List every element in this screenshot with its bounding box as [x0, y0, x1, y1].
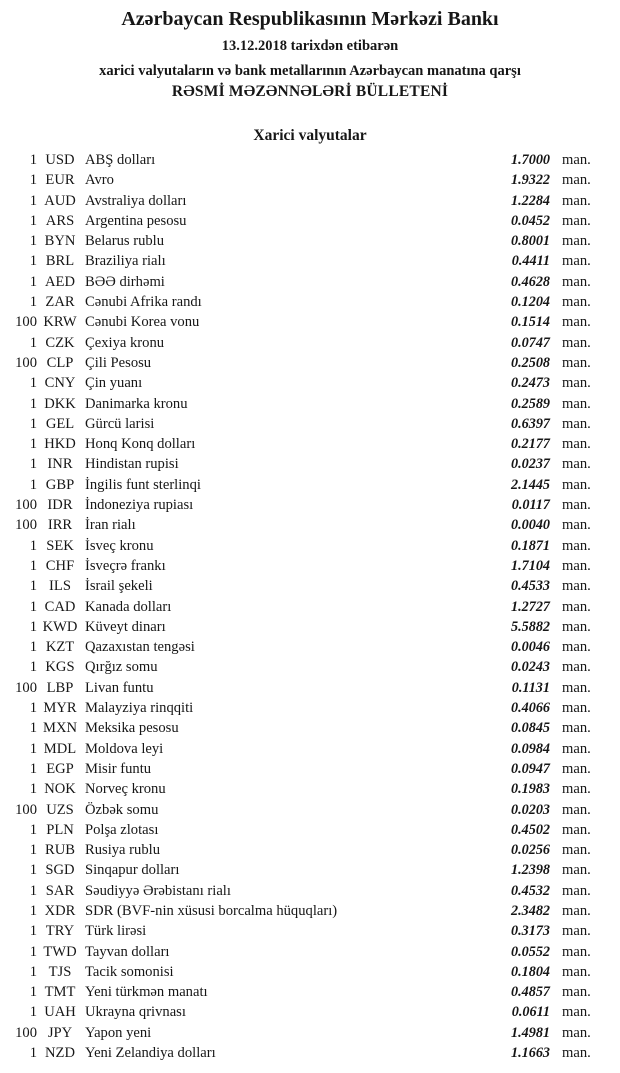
currency-code: MYR	[43, 700, 77, 717]
exchange-rate: 0.0256	[510, 842, 550, 859]
unit-label: man.	[562, 984, 591, 1001]
unit-label: man.	[562, 618, 591, 635]
currency-row	[0, 333, 620, 353]
currency-row	[0, 515, 620, 535]
currency-row	[0, 556, 620, 576]
currency-row	[0, 394, 620, 414]
unit-label: man.	[562, 923, 591, 940]
unit-label: man.	[562, 294, 591, 311]
unit-label: man.	[562, 821, 591, 838]
exchange-rate: 2.3482	[510, 902, 550, 919]
exchange-rate: 2.1445	[510, 476, 550, 493]
unit-label: man.	[562, 273, 591, 290]
exchange-rate: 0.0203	[510, 801, 550, 818]
currency-code: XDR	[44, 902, 76, 919]
currency-code: CNY	[44, 375, 76, 392]
currency-quantity: 100	[15, 517, 37, 534]
exchange-rate: 1.9322	[510, 172, 550, 189]
currency-quantity: 1	[29, 334, 37, 351]
exchange-rate: 5.5882	[510, 618, 550, 635]
currency-code: AED	[45, 273, 75, 290]
currency-code: LBP	[46, 679, 74, 696]
currency-quantity: 1	[29, 253, 37, 270]
currency-code: IRR	[47, 517, 73, 534]
currency-name: Qazaxıstan tengəsi	[85, 639, 195, 656]
currency-name: Tayvan dolları	[85, 943, 170, 960]
currency-quantity: 100	[15, 314, 37, 331]
unit-label: man.	[562, 781, 591, 798]
currency-quantity: 1	[29, 882, 37, 899]
unit-label: man.	[562, 395, 591, 412]
currency-code: UAH	[44, 1004, 76, 1021]
currency-name: Özbək somu	[85, 801, 159, 818]
unit-label: man.	[562, 1045, 591, 1062]
unit-label: man.	[562, 882, 591, 899]
currency-name: Avro	[85, 172, 114, 189]
currency-code: HKD	[44, 436, 76, 453]
currency-row	[0, 292, 620, 312]
exchange-rate: 0.0040	[510, 517, 550, 534]
exchange-rate: 0.8001	[510, 233, 550, 250]
currency-quantity: 1	[29, 578, 37, 595]
currency-row	[0, 698, 620, 718]
currency-code: ZAR	[45, 294, 75, 311]
currency-code: CAD	[44, 598, 76, 615]
exchange-rate: 0.0243	[510, 659, 550, 676]
currency-quantity: 1	[29, 963, 37, 980]
unit-label: man.	[562, 476, 591, 493]
exchange-rate: 0.1871	[510, 537, 550, 554]
unit-label: man.	[562, 334, 591, 351]
currency-name: Kanada dolları	[85, 598, 172, 615]
currency-quantity: 1	[29, 700, 37, 717]
exchange-rate: 0.3173	[510, 923, 550, 940]
currency-row	[0, 536, 620, 556]
currency-quantity: 100	[15, 801, 37, 818]
exchange-rate: 0.0611	[511, 1004, 550, 1021]
currency-code: EUR	[45, 172, 75, 189]
currency-code: KGS	[45, 659, 75, 676]
exchange-rate: 1.7104	[510, 557, 550, 574]
currency-name: Cənubi Korea vonu	[85, 314, 200, 331]
currency-name: Honq Konq dolları	[85, 436, 196, 453]
exchange-rate: 1.2398	[510, 862, 550, 879]
currency-name: İsveç kronu	[85, 537, 154, 554]
currency-quantity: 1	[29, 294, 37, 311]
currency-quantity: 1	[29, 537, 37, 554]
currency-row	[0, 800, 620, 820]
currency-row	[0, 576, 620, 596]
unit-label: man.	[562, 192, 591, 209]
currency-row	[0, 820, 620, 840]
currency-row	[0, 312, 620, 332]
currency-table	[0, 150, 620, 1063]
currency-quantity: 1	[29, 476, 37, 493]
unit-label: man.	[562, 720, 591, 737]
currency-name: Gürcü larisi	[85, 415, 155, 432]
currency-row	[0, 251, 620, 271]
unit-label: man.	[562, 537, 591, 554]
unit-label: man.	[562, 314, 591, 331]
exchange-rate: 0.0845	[510, 720, 550, 737]
unit-label: man.	[562, 436, 591, 453]
currency-code: ILS	[49, 578, 71, 595]
currency-code: TJS	[48, 963, 72, 980]
currency-quantity: 1	[29, 760, 37, 777]
currency-name: Meksika pesosu	[85, 720, 179, 737]
exchange-rate: 0.2177	[510, 436, 550, 453]
unit-label: man.	[562, 212, 591, 229]
currency-quantity: 100	[15, 1024, 37, 1041]
currency-code: CHF	[45, 557, 75, 574]
currency-name: Yeni türkmən manatı	[85, 984, 208, 1001]
currency-code: BYN	[44, 233, 76, 250]
currency-quantity: 1	[29, 233, 37, 250]
unit-label: man.	[562, 233, 591, 250]
unit-label: man.	[562, 700, 591, 717]
currency-code: EGP	[46, 760, 74, 777]
exchange-rate: 0.4066	[510, 700, 550, 717]
currency-row	[0, 942, 620, 962]
currency-code: NOK	[44, 781, 76, 798]
currency-code: AUD	[44, 192, 76, 209]
currency-row	[0, 1043, 620, 1063]
currency-code: PLN	[46, 821, 74, 838]
currency-row	[0, 231, 620, 251]
exchange-rate: 0.1204	[510, 294, 550, 311]
unit-label: man.	[562, 740, 591, 757]
currency-row	[0, 779, 620, 799]
currency-name: Səudiyyə Ərəbistanı rialı	[85, 882, 231, 899]
currency-row	[0, 881, 620, 901]
exchange-rate: 0.1804	[510, 963, 550, 980]
currency-name: Malayziya rinqqiti	[85, 700, 194, 717]
currency-name: Misir funtu	[85, 760, 152, 777]
currency-row	[0, 414, 620, 434]
currency-code: SEK	[46, 537, 74, 554]
currency-code: JPY	[47, 1024, 73, 1041]
currency-row	[0, 921, 620, 941]
currency-row	[0, 840, 620, 860]
unit-label: man.	[562, 842, 591, 859]
currency-name: Hindistan rupisi	[85, 456, 179, 473]
unit-label: man.	[562, 902, 591, 919]
currency-code: TRY	[45, 923, 75, 940]
scope-line: xarici valyutaların və bank metallarının Azərbaycan manatına qarşı	[99, 63, 521, 79]
currency-row	[0, 150, 620, 170]
currency-name: Moldova leyi	[85, 740, 164, 757]
currency-quantity: 1	[29, 821, 37, 838]
currency-row	[0, 678, 620, 698]
currency-quantity: 1	[29, 152, 37, 168]
unit-label: man.	[562, 659, 591, 676]
currency-name: Danimarka kronu	[85, 395, 188, 412]
currency-code: GEL	[45, 415, 75, 432]
currency-name: Küveyt dinarı	[85, 618, 166, 635]
currency-code: TWD	[43, 943, 77, 960]
currency-quantity: 1	[29, 842, 37, 859]
currency-quantity: 1	[29, 375, 37, 392]
exchange-rate: 0.1514	[510, 314, 550, 331]
currency-quantity: 1	[29, 923, 37, 940]
currency-name: SDR (BVF-nin xüsusi borcalma hüquqları)	[85, 902, 338, 919]
currency-code: CLP	[46, 354, 74, 371]
unit-label: man.	[562, 578, 591, 595]
exchange-rate: 0.0237	[510, 456, 550, 473]
currency-name: Rusiya rublu	[85, 842, 160, 859]
currency-name: Tacik somonisi	[85, 963, 174, 980]
currency-code: TMT	[44, 984, 76, 1001]
currency-row	[0, 597, 620, 617]
currency-name: Türk lirəsi	[85, 923, 147, 940]
bank-title: Azərbaycan Respublikasının Mərkəzi Bankı	[121, 8, 499, 30]
currency-name: Yapon yeni	[85, 1024, 152, 1041]
unit-label: man.	[562, 679, 591, 696]
exchange-rate: 0.6397	[510, 415, 550, 432]
exchange-rate: 0.4532	[510, 882, 550, 899]
currency-name: İsveçrə frankı	[85, 557, 166, 574]
currency-row	[0, 982, 620, 1002]
unit-label: man.	[562, 456, 591, 473]
currency-code: ARS	[45, 212, 75, 229]
exchange-rate: 1.4981	[510, 1024, 550, 1041]
exchange-rate: 0.0452	[510, 212, 550, 229]
exchange-rate: 1.7000	[510, 152, 550, 168]
currency-name: İran rialı	[85, 517, 136, 534]
currency-row	[0, 211, 620, 231]
unit-label: man.	[562, 415, 591, 432]
currency-code: SAR	[45, 882, 75, 899]
currency-quantity: 1	[29, 212, 37, 229]
currency-code: KWD	[42, 618, 78, 635]
currency-row	[0, 718, 620, 738]
currency-name: İndoneziya rupiası	[85, 497, 194, 514]
currency-name: Qırğız somu	[85, 659, 158, 676]
currency-quantity: 100	[15, 679, 37, 696]
currency-row	[0, 170, 620, 190]
unit-label: man.	[562, 172, 591, 189]
currency-code: MDL	[43, 740, 77, 757]
currency-row	[0, 434, 620, 454]
exchange-rate: 0.0984	[510, 740, 550, 757]
currency-name: Yeni Zelandiya dolları	[85, 1045, 216, 1062]
currency-code: CZK	[45, 334, 75, 351]
exchange-rate: 0.4533	[510, 578, 550, 595]
currency-name: ABŞ dolları	[85, 152, 156, 168]
unit-label: man.	[562, 253, 591, 270]
currency-quantity: 1	[29, 781, 37, 798]
currency-code: GBP	[45, 476, 75, 493]
exchange-rate: 0.2508	[510, 354, 550, 371]
exchange-rate: 0.0046	[510, 639, 550, 656]
unit-label: man.	[562, 598, 591, 615]
currency-quantity: 1	[29, 1004, 37, 1021]
currency-quantity: 1	[29, 1045, 37, 1062]
currency-row	[0, 1002, 620, 1022]
currency-code: KZT	[45, 639, 75, 656]
currency-quantity: 1	[29, 192, 37, 209]
unit-label: man.	[562, 1024, 591, 1041]
currency-quantity: 1	[29, 273, 37, 290]
currency-quantity: 1	[29, 659, 37, 676]
currency-row	[0, 962, 620, 982]
unit-label: man.	[562, 375, 591, 392]
currency-quantity: 1	[29, 172, 37, 189]
unit-label: man.	[562, 497, 591, 514]
currency-quantity: 100	[15, 497, 37, 514]
exchange-rate: 0.1131	[511, 679, 550, 696]
currency-quantity: 1	[29, 557, 37, 574]
currency-name: Sinqapur dolları	[85, 862, 180, 879]
exchange-rate: 0.4857	[510, 984, 550, 1001]
currency-row	[0, 1023, 620, 1043]
currency-name: Livan funtu	[85, 679, 154, 696]
currency-name: Braziliya rialı	[85, 253, 166, 270]
unit-label: man.	[562, 354, 591, 371]
currency-row	[0, 373, 620, 393]
currency-row	[0, 272, 620, 292]
currency-name: Ukrayna qrivnası	[85, 1004, 186, 1021]
currency-name: Polşa zlotası	[85, 821, 159, 838]
currency-name: Avstraliya dolları	[85, 192, 187, 209]
currency-quantity: 1	[29, 740, 37, 757]
exchange-rate: 1.1663	[510, 1045, 550, 1062]
currency-code: MXN	[42, 720, 78, 737]
currency-code: IDR	[47, 497, 73, 514]
currency-name: Çexiya kronu	[85, 334, 165, 351]
exchange-rate: 0.0947	[510, 760, 550, 777]
currency-quantity: 1	[29, 943, 37, 960]
currency-code: NZD	[45, 1045, 75, 1062]
currency-quantity: 1	[29, 436, 37, 453]
currency-row	[0, 454, 620, 474]
currency-quantity: 1	[29, 984, 37, 1001]
unit-label: man.	[562, 1004, 591, 1021]
unit-label: man.	[562, 557, 591, 574]
exchange-rate: 1.2284	[510, 192, 550, 209]
currency-name: Cənubi Afrika randı	[85, 294, 202, 311]
currency-code: DKK	[44, 395, 76, 412]
currency-quantity: 1	[29, 598, 37, 615]
currency-quantity: 1	[29, 902, 37, 919]
exchange-rate: 0.0117	[511, 497, 550, 514]
currency-row	[0, 191, 620, 211]
currency-code: RUB	[44, 842, 75, 859]
exchange-rate: 0.1983	[510, 781, 550, 798]
currency-row	[0, 617, 620, 637]
currency-row	[0, 353, 620, 373]
currency-row	[0, 901, 620, 921]
exchange-rate: 0.4628	[510, 273, 550, 290]
currency-quantity: 100	[15, 354, 37, 371]
currency-quantity: 1	[29, 618, 37, 635]
currency-quantity: 1	[29, 639, 37, 656]
bulletin-title: RƏSMİ MƏZƏNNƏLƏRİ BÜLLETENİ	[171, 83, 449, 100]
currency-row	[0, 739, 620, 759]
exchange-rate: 0.2473	[510, 375, 550, 392]
currency-quantity: 1	[29, 456, 37, 473]
currency-code: USD	[45, 152, 75, 168]
currency-row	[0, 637, 620, 657]
exchange-rate: 0.0747	[510, 334, 550, 351]
currency-name: Çin yuanı	[85, 375, 143, 392]
exchange-rate: 0.0552	[510, 943, 550, 960]
unit-label: man.	[562, 963, 591, 980]
currency-code: SGD	[45, 862, 75, 879]
currency-name: İngilis funt sterlinqi	[85, 476, 201, 493]
currency-row	[0, 759, 620, 779]
currency-row	[0, 495, 620, 515]
currency-name: İsrail şekeli	[85, 578, 153, 595]
unit-label: man.	[562, 943, 591, 960]
currency-row	[0, 657, 620, 677]
currency-quantity: 1	[29, 415, 37, 432]
unit-label: man.	[562, 152, 591, 168]
unit-label: man.	[562, 639, 591, 656]
currency-name: Belarus rublu	[85, 233, 165, 250]
exchange-rate: 0.4502	[510, 821, 550, 838]
exchange-rate: 0.2589	[510, 395, 550, 412]
currency-row	[0, 860, 620, 880]
unit-label: man.	[562, 517, 591, 534]
currency-code: UZS	[46, 801, 74, 818]
effective-date-line: 13.12.2018 tarixdən etibarən	[221, 38, 399, 54]
currency-code: BRL	[45, 253, 75, 270]
currency-quantity: 1	[29, 720, 37, 737]
currency-code: KRW	[43, 314, 77, 331]
currency-name: Argentina pesosu	[85, 212, 187, 229]
exchange-rate: 0.4411	[511, 253, 550, 270]
unit-label: man.	[562, 862, 591, 879]
section-title: Xarici valyutalar	[253, 127, 367, 144]
currency-row	[0, 475, 620, 495]
currency-name: BƏƏ dirhəmi	[85, 273, 165, 290]
currency-name: Çili Pesosu	[85, 354, 152, 371]
unit-label: man.	[562, 801, 591, 818]
exchange-rate: 1.2727	[510, 598, 550, 615]
currency-code: INR	[47, 456, 73, 473]
unit-label: man.	[562, 760, 591, 777]
currency-quantity: 1	[29, 862, 37, 879]
currency-quantity: 1	[29, 395, 37, 412]
currency-name: Norveç kronu	[85, 781, 166, 798]
